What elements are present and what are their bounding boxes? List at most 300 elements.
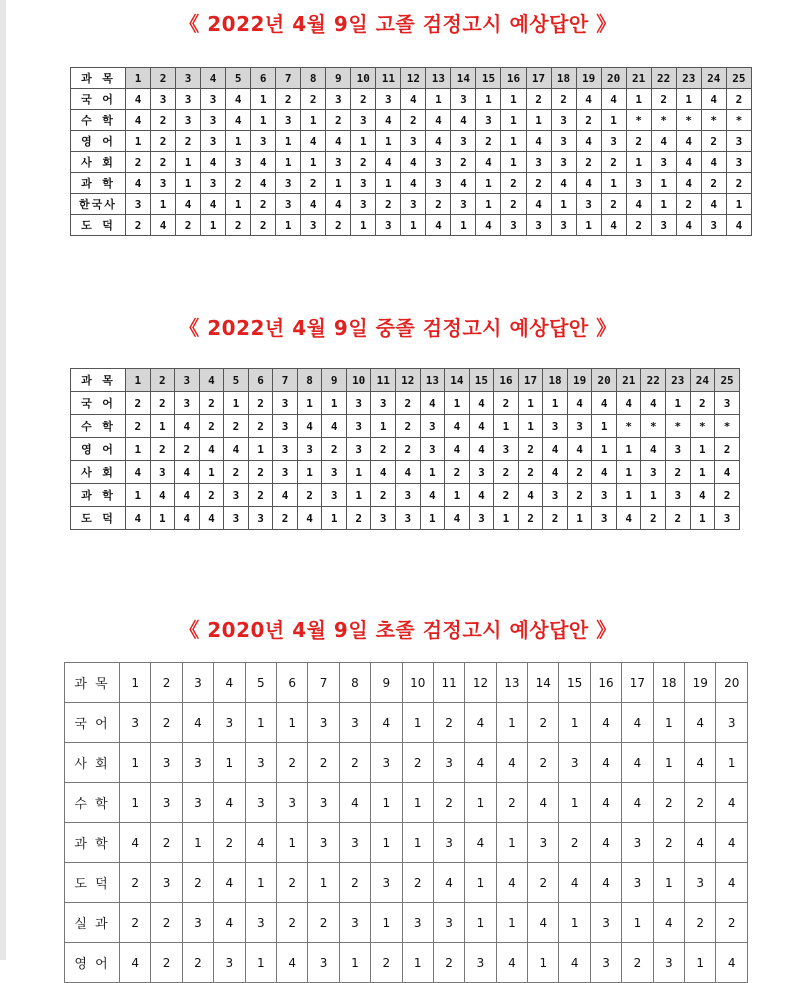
answer-cell: 2 (601, 194, 626, 215)
question-number-cell: 23 (676, 68, 701, 89)
question-number-cell: 12 (465, 663, 496, 703)
question-number-cell: 8 (297, 369, 322, 392)
answer-cell: 2 (339, 863, 370, 903)
question-number-cell: 1 (126, 369, 151, 392)
answer-cell: 2 (666, 507, 691, 530)
answer-cell: * (676, 110, 701, 131)
answer-cell: 4 (214, 863, 245, 903)
answer-cell: * (641, 415, 666, 438)
answer-cell: 3 (528, 823, 559, 863)
answer-cell: 2 (248, 415, 273, 438)
answer-cell: 4 (251, 152, 276, 173)
answer-cell: 1 (551, 194, 576, 215)
answer-cell: 3 (151, 89, 176, 110)
question-number-cell: 17 (622, 663, 653, 703)
answer-cell: 3 (224, 507, 249, 530)
answer-cell: 4 (590, 703, 621, 743)
answer-cell: 4 (622, 703, 653, 743)
subject-row (65, 743, 748, 783)
answer-cell: 2 (214, 823, 245, 863)
answer-cell: 4 (651, 131, 676, 152)
answer-cell: 3 (351, 173, 376, 194)
answer-cell: 4 (641, 392, 666, 415)
question-number-cell: 20 (716, 663, 748, 703)
answer-cell: 1 (616, 484, 641, 507)
high-school-answer-table (70, 67, 752, 236)
answer-cell: 4 (445, 415, 470, 438)
answer-cell: 2 (726, 89, 751, 110)
header-row (71, 369, 740, 392)
answer-cell: 2 (351, 152, 376, 173)
question-number-cell: 19 (576, 68, 601, 89)
answer-cell: 4 (420, 392, 445, 415)
answer-cell: 4 (576, 89, 601, 110)
question-number-cell: 18 (551, 68, 576, 89)
answer-cell: 1 (626, 89, 651, 110)
answer-cell: 2 (120, 863, 151, 903)
question-number-cell: 15 (469, 369, 494, 392)
answer-cell: 1 (251, 89, 276, 110)
answer-cell: 1 (248, 438, 273, 461)
answer-cell: 2 (151, 110, 176, 131)
answer-cell: 2 (494, 484, 519, 507)
answer-cell: 2 (451, 152, 476, 173)
answer-cell: 2 (528, 743, 559, 783)
subject-name-cell: 국 어 (71, 392, 126, 415)
answer-cell: 4 (601, 215, 626, 236)
answer-cell: 2 (151, 131, 176, 152)
answer-cell: 1 (251, 110, 276, 131)
answer-cell: 4 (297, 415, 322, 438)
answer-cell: 2 (199, 484, 224, 507)
answer-cell: 4 (576, 131, 601, 152)
question-number-cell: 12 (401, 68, 426, 89)
subject-header-cell: 과 목 (71, 369, 126, 392)
answer-cell: 1 (371, 415, 396, 438)
answer-cell: 3 (551, 215, 576, 236)
question-number-cell: 10 (346, 369, 371, 392)
answer-cell: 1 (126, 484, 151, 507)
answer-cell: 1 (451, 215, 476, 236)
answer-cell: 1 (616, 438, 641, 461)
question-number-cell: 1 (120, 663, 151, 703)
answer-cell: 2 (526, 89, 551, 110)
answer-cell: 4 (496, 943, 527, 983)
answer-cell: 1 (150, 415, 175, 438)
question-number-cell: 3 (182, 663, 213, 703)
subject-name-cell: 과 학 (71, 173, 126, 194)
question-number-cell: 18 (543, 369, 568, 392)
answer-cell: 3 (176, 89, 201, 110)
middle-school-answer-table (70, 368, 740, 530)
answer-cell: 3 (276, 173, 301, 194)
answer-cell: * (726, 110, 751, 131)
question-number-cell: 13 (496, 663, 527, 703)
answer-cell: 3 (626, 173, 651, 194)
subject-row (71, 415, 740, 438)
answer-cell: 4 (199, 507, 224, 530)
question-number-cell: 14 (451, 68, 476, 89)
question-number-cell: 23 (666, 369, 691, 392)
answer-cell: 3 (308, 823, 339, 863)
answer-cell: * (666, 415, 691, 438)
answer-cell: 4 (339, 783, 370, 823)
answer-cell: 4 (469, 438, 494, 461)
answer-cell: 3 (151, 863, 182, 903)
answer-cell: 1 (601, 173, 626, 194)
answer-cell: 4 (626, 194, 651, 215)
answer-cell: 1 (616, 461, 641, 484)
answer-cell: 2 (426, 194, 451, 215)
answer-cell: 4 (301, 194, 326, 215)
answer-cell: 4 (701, 89, 726, 110)
answer-cell: 1 (653, 863, 684, 903)
answer-cell: 2 (518, 461, 543, 484)
answer-cell: 2 (182, 943, 213, 983)
answer-cell: 3 (465, 943, 496, 983)
answer-cell: 4 (251, 173, 276, 194)
answer-cell: 4 (376, 110, 401, 131)
answer-cell: 1 (601, 110, 626, 131)
answer-cell: 3 (339, 703, 370, 743)
answer-cell: 4 (716, 943, 748, 983)
answer-cell: 1 (685, 943, 716, 983)
answer-cell: 4 (567, 438, 592, 461)
answer-cell: 3 (351, 194, 376, 215)
answer-cell: 4 (126, 461, 151, 484)
answer-cell: 1 (376, 173, 401, 194)
answer-cell: 4 (496, 743, 527, 783)
answer-cell: 1 (322, 507, 347, 530)
answer-cell: 2 (251, 215, 276, 236)
answer-cell: 4 (214, 903, 245, 943)
answer-cell: 2 (339, 743, 370, 783)
question-number-cell: 21 (626, 68, 651, 89)
answer-cell: 1 (371, 903, 402, 943)
answer-cell: 1 (592, 438, 617, 461)
subject-row (71, 215, 752, 236)
answer-cell: 1 (276, 131, 301, 152)
subject-row (71, 507, 740, 530)
answer-cell: 1 (518, 392, 543, 415)
question-number-cell: 16 (494, 369, 519, 392)
answer-cell: 2 (371, 438, 396, 461)
answer-cell: 4 (150, 484, 175, 507)
answer-cell: 4 (175, 415, 200, 438)
answer-cell: 3 (426, 152, 451, 173)
subject-row (65, 863, 748, 903)
answer-cell: 1 (465, 903, 496, 943)
answer-cell: 2 (501, 173, 526, 194)
answer-cell: 3 (151, 783, 182, 823)
answer-cell: 2 (351, 89, 376, 110)
answer-cell: 4 (401, 152, 426, 173)
answer-cell: 4 (592, 392, 617, 415)
answer-cell: 4 (616, 392, 641, 415)
answer-cell: 2 (401, 110, 426, 131)
answer-cell: 2 (551, 89, 576, 110)
answer-cell: 4 (543, 438, 568, 461)
answer-cell: 4 (601, 89, 626, 110)
answer-cell: 1 (526, 110, 551, 131)
answer-cell: 3 (376, 215, 401, 236)
answer-cell: 2 (653, 783, 684, 823)
answer-cell: 1 (494, 507, 519, 530)
answer-cell: 1 (445, 484, 470, 507)
subject-name-cell: 영 어 (65, 943, 120, 983)
answer-cell: 1 (401, 215, 426, 236)
answer-cell: 3 (301, 215, 326, 236)
answer-cell: 3 (601, 131, 626, 152)
answer-cell: 1 (308, 863, 339, 903)
answer-cell: 1 (559, 783, 590, 823)
answer-cell: 2 (150, 438, 175, 461)
answer-cell: 1 (322, 392, 347, 415)
answer-cell: 3 (551, 152, 576, 173)
subject-name-cell: 영 어 (71, 131, 126, 152)
answer-cell: 1 (420, 461, 445, 484)
answer-cell: 2 (653, 823, 684, 863)
answer-cell: 1 (201, 215, 226, 236)
answer-cell: 3 (326, 152, 351, 173)
answer-cell: 1 (651, 194, 676, 215)
answer-cell: 3 (351, 110, 376, 131)
answer-cell: 1 (666, 392, 691, 415)
answer-cell: 2 (273, 507, 298, 530)
answer-cell: 3 (567, 415, 592, 438)
answer-cell: 1 (496, 903, 527, 943)
answer-cell: 1 (346, 484, 371, 507)
answer-cell: 1 (496, 703, 527, 743)
question-number-cell: 1 (126, 68, 151, 89)
answer-cell: 1 (420, 507, 445, 530)
answer-cell: 3 (214, 943, 245, 983)
answer-cell: 2 (715, 484, 740, 507)
answer-cell: 4 (376, 152, 401, 173)
question-number-cell: 2 (151, 663, 182, 703)
answer-cell: 4 (451, 110, 476, 131)
answer-cell: 1 (402, 783, 433, 823)
middle-school-title: 《 2022년 4월 9일 중졸 검정고시 예상답안 》 (179, 316, 617, 340)
answer-cell: 3 (346, 415, 371, 438)
answer-cell: 3 (551, 110, 576, 131)
answer-cell: 3 (248, 507, 273, 530)
answer-cell: 1 (559, 903, 590, 943)
answer-cell: 4 (175, 484, 200, 507)
answer-cell: 1 (351, 215, 376, 236)
answer-cell: 4 (616, 507, 641, 530)
answer-cell: 2 (182, 863, 213, 903)
answer-cell: * (701, 110, 726, 131)
answer-cell: 2 (601, 152, 626, 173)
answer-cell: 3 (273, 438, 298, 461)
answer-cell: 1 (151, 194, 176, 215)
answer-cell: 3 (576, 194, 601, 215)
question-number-cell: 17 (526, 68, 551, 89)
answer-cell: 2 (326, 110, 351, 131)
answer-cell: 3 (592, 507, 617, 530)
answer-cell: 1 (476, 194, 501, 215)
answer-cell: 3 (426, 173, 451, 194)
answer-cell: 4 (528, 783, 559, 823)
answer-cell: 2 (445, 461, 470, 484)
question-number-cell: 11 (371, 369, 396, 392)
subject-row (71, 484, 740, 507)
question-number-cell: 5 (245, 663, 276, 703)
subject-name-cell: 실 과 (65, 903, 120, 943)
answer-cell: 2 (528, 703, 559, 743)
answer-cell: 4 (590, 863, 621, 903)
answer-cell: 4 (401, 173, 426, 194)
answer-cell: 2 (701, 131, 726, 152)
subject-name-cell: 수 학 (65, 783, 120, 823)
answer-cell: 2 (224, 461, 249, 484)
answer-cell: 4 (543, 461, 568, 484)
answer-cell: 1 (402, 943, 433, 983)
answer-cell: 4 (214, 783, 245, 823)
answer-cell: 4 (326, 194, 351, 215)
question-number-cell: 20 (601, 68, 626, 89)
answer-cell: 1 (276, 823, 307, 863)
answer-cell: 1 (371, 823, 402, 863)
question-number-cell: 22 (641, 369, 666, 392)
answer-cell: 2 (126, 152, 151, 173)
question-number-cell: 6 (251, 68, 276, 89)
answer-cell: 2 (308, 743, 339, 783)
answer-cell: 3 (401, 194, 426, 215)
answer-cell: 3 (339, 823, 370, 863)
answer-cell: 4 (445, 507, 470, 530)
answer-cell: 4 (426, 110, 451, 131)
answer-cell: 1 (496, 823, 527, 863)
answer-cell: 2 (297, 484, 322, 507)
question-number-cell: 6 (276, 663, 307, 703)
answer-cell: 3 (451, 89, 476, 110)
answer-cell: 3 (622, 823, 653, 863)
subject-name-cell: 국 어 (71, 89, 126, 110)
question-number-cell: 12 (396, 369, 421, 392)
answer-cell: 3 (371, 507, 396, 530)
answer-cell: 4 (676, 173, 701, 194)
answer-cell: 1 (476, 173, 501, 194)
answer-cell: 3 (543, 484, 568, 507)
answer-cell: 4 (176, 194, 201, 215)
answer-cell: 4 (496, 863, 527, 903)
question-number-cell: 9 (371, 663, 402, 703)
answer-cell: 1 (676, 89, 701, 110)
answer-cell: 4 (371, 461, 396, 484)
answer-cell: 4 (622, 783, 653, 823)
answer-cell: 2 (224, 415, 249, 438)
question-number-cell: 7 (273, 369, 298, 392)
answer-cell: 3 (651, 152, 676, 173)
answer-cell: 4 (590, 783, 621, 823)
answer-cell: 1 (301, 152, 326, 173)
answer-cell: 1 (651, 173, 676, 194)
answer-cell: 4 (567, 392, 592, 415)
answer-cell: 1 (402, 823, 433, 863)
answer-cell: 2 (126, 215, 151, 236)
answer-cell: 3 (245, 783, 276, 823)
answer-cell: 3 (526, 152, 551, 173)
answer-cell: 2 (151, 703, 182, 743)
answer-cell: 4 (559, 863, 590, 903)
question-number-cell: 15 (559, 663, 590, 703)
answer-cell: 4 (451, 173, 476, 194)
answer-cell: 2 (494, 392, 519, 415)
answer-cell: 4 (551, 173, 576, 194)
answer-cell: 3 (322, 484, 347, 507)
answer-cell: 3 (308, 703, 339, 743)
answer-cell: 4 (126, 110, 151, 131)
subject-row (71, 152, 752, 173)
answer-cell: 3 (501, 215, 526, 236)
answer-cell: 4 (716, 823, 748, 863)
answer-cell: 3 (726, 131, 751, 152)
answer-cell: 4 (426, 131, 451, 152)
answer-cell: 4 (469, 392, 494, 415)
answer-cell: 1 (528, 943, 559, 983)
answer-cell: 2 (371, 484, 396, 507)
answer-cell: 3 (308, 783, 339, 823)
answer-cell: 2 (685, 903, 716, 943)
answer-cell: 4 (685, 823, 716, 863)
answer-cell: 3 (151, 743, 182, 783)
answer-cell: 1 (245, 863, 276, 903)
answer-cell: 2 (715, 438, 740, 461)
answer-cell: 4 (426, 215, 451, 236)
answer-cell: 4 (401, 89, 426, 110)
answer-cell: 4 (641, 438, 666, 461)
answer-cell: 2 (726, 173, 751, 194)
answer-cell: 4 (224, 438, 249, 461)
answer-cell: 3 (401, 131, 426, 152)
answer-cell: 1 (426, 89, 451, 110)
answer-cell: 2 (402, 743, 433, 783)
answer-cell: 3 (666, 438, 691, 461)
answer-cell: 3 (715, 507, 740, 530)
answer-cell: 3 (276, 110, 301, 131)
answer-cell: 1 (567, 507, 592, 530)
subject-row (71, 89, 752, 110)
answer-cell: 3 (685, 863, 716, 903)
answer-cell: 1 (559, 703, 590, 743)
left-edge-bar (0, 0, 6, 960)
answer-cell: 2 (433, 703, 464, 743)
answer-cell: 4 (326, 131, 351, 152)
answer-cell: 4 (175, 461, 200, 484)
subject-row (71, 110, 752, 131)
answer-cell: 3 (120, 703, 151, 743)
answer-cell: 1 (351, 131, 376, 152)
answer-cell: 3 (420, 438, 445, 461)
question-number-cell: 20 (592, 369, 617, 392)
answer-cell: 3 (251, 131, 276, 152)
answer-cell: 3 (371, 392, 396, 415)
answer-cell: 3 (326, 89, 351, 110)
answer-cell: 3 (182, 903, 213, 943)
answer-cell: 3 (201, 89, 226, 110)
answer-cell: 1 (326, 173, 351, 194)
answer-cell: 1 (690, 461, 715, 484)
answer-cell: 3 (346, 392, 371, 415)
answer-cell: 1 (626, 152, 651, 173)
answer-cell: 3 (476, 110, 501, 131)
answer-cell: 2 (641, 507, 666, 530)
answer-cell: 2 (276, 89, 301, 110)
answer-cell: 2 (701, 173, 726, 194)
answer-cell: 1 (126, 438, 151, 461)
